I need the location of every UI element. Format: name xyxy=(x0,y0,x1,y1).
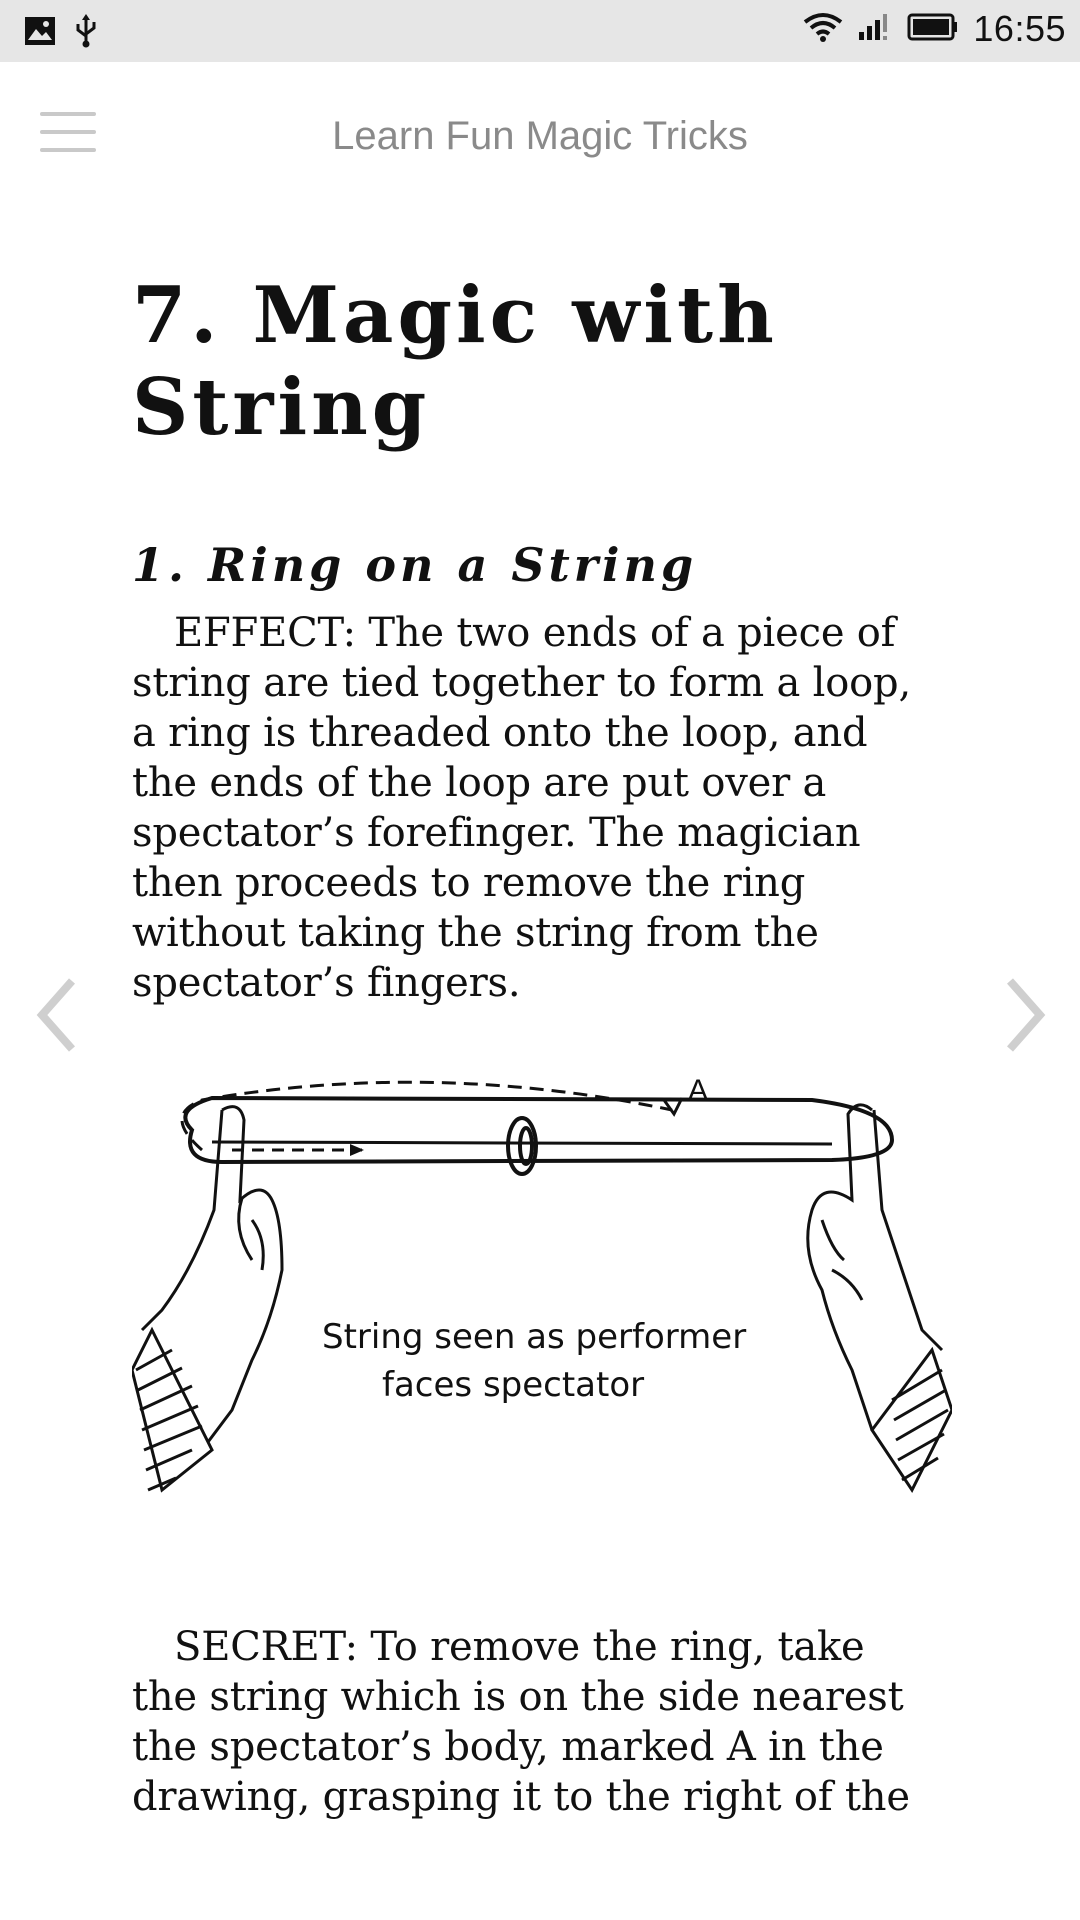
status-bar xyxy=(0,0,1080,62)
figure-caption-line1: String seen as performer xyxy=(322,1317,747,1357)
usb-icon xyxy=(74,14,98,53)
left-hand xyxy=(132,1107,282,1490)
reader-content xyxy=(132,270,932,1008)
status-right-icons xyxy=(803,8,1066,50)
chevron-right-icon[interactable] xyxy=(994,975,1054,1055)
right-hand xyxy=(808,1105,952,1490)
app-bar xyxy=(0,62,1080,202)
section-title: 1. Ring on a String xyxy=(132,538,698,592)
dashed-path xyxy=(182,1082,672,1150)
chapter-title: 7. Magic with String xyxy=(132,270,778,453)
chevron-left-icon[interactable] xyxy=(28,975,88,1055)
status-time: 16:55 xyxy=(973,8,1066,49)
image-icon xyxy=(24,16,56,51)
effect-paragraph: EFFECT: The two ends of a piece of string are tied together to form a loop, a ring is threaded onto the loop, and the ends of the loop are put over a spectator’s forefinger. The magician then proceeds to remove the ring without taking the string from the spectator’s fingers. xyxy=(132,610,911,1006)
ring xyxy=(508,1118,536,1174)
app-title: Learn Fun Magic Tricks xyxy=(332,114,748,158)
wifi-icon xyxy=(803,12,843,47)
ring-on-string-illustration xyxy=(132,1070,952,1550)
string-loop xyxy=(185,1098,892,1162)
figure-caption-line2: faces spectator xyxy=(382,1365,645,1405)
battery-icon xyxy=(907,12,959,47)
signal-icon xyxy=(857,12,893,47)
figure-label-a: A xyxy=(688,1074,709,1107)
status-left-icons xyxy=(24,14,98,53)
secret-paragraph: SECRET: To remove the ring, take the string which is on the side nearest the spectator’s body, marked A in the drawing, grasping it to the right of the xyxy=(132,1624,910,1820)
